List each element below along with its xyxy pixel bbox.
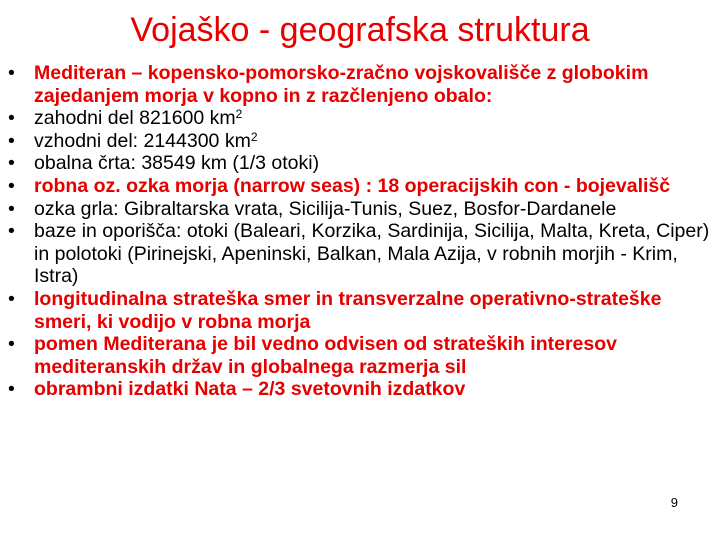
slide-title: Vojaško - geografska struktura: [130, 11, 590, 49]
bullet-dot-icon: •: [8, 152, 15, 175]
bullet-dot-icon: •: [8, 287, 15, 310]
bullet-text: ozka grla: Gibraltarska vrata, Sicilija-Tunis, Suez, Bosfor-Dardanele: [34, 197, 617, 220]
bullet-item: [8, 333, 716, 378]
bullet-item: [8, 152, 716, 175]
bullet-item: [8, 130, 716, 153]
bullet-text: robna oz. ozka morja (narrow seas) : 18 operacijskih con - bojevališč: [34, 174, 671, 197]
bullet-item: [8, 220, 716, 288]
bullet-text: obalna črta: 38549 km (1/3 otoki): [34, 152, 320, 175]
superscript: 2: [235, 107, 243, 122]
bullet-item: [8, 107, 716, 130]
bullet-item: [8, 62, 716, 107]
bullet-dot-icon: •: [8, 107, 15, 130]
bullet-list: [8, 62, 716, 401]
bullet-dot-icon: •: [8, 378, 15, 401]
bullet-dot-icon: •: [8, 220, 15, 243]
bullet-text: vzhodni del: 2144300 km: [34, 129, 251, 152]
bullet-dot-icon: •: [8, 174, 15, 197]
bullet-text: obrambni izdatki Nata – 2/3 svetovnih izdatkov: [34, 378, 466, 401]
bullet-text: baze in oporišča: otoki (Baleari, Korzika, Sardinija, Sicilija, Malta, Kreta, Ciper) in polotoki (Pirinejski, Apeninski, Balkan, Mala Azija, v robnih morjih - Krim, Istra): [34, 220, 710, 288]
bullet-dot-icon: •: [8, 333, 15, 356]
bullet-item: [8, 288, 716, 333]
bullet-text: longitudinalna strateška smer in transverzalne operativno-strateške smeri, ki vodijo v robna morja: [34, 287, 662, 333]
bullet-item: [8, 198, 716, 221]
bullet-dot-icon: •: [8, 62, 15, 84]
bullet-dot-icon: •: [8, 197, 15, 220]
bullet-text: zahodni del 821600 km: [34, 107, 236, 130]
bullet-item: [8, 378, 716, 401]
page-number: 9: [670, 495, 678, 510]
bullet-text: Mediteran – kopensko-pomorsko-zračno vojskovališče z globokim zajedanjem morja v kopno in z razčlenjeno obalo:: [34, 62, 649, 107]
bullet-item: [8, 175, 716, 198]
bullet-text: pomen Mediterana je bil vedno odvisen od strateških interesov mediteranskih držav in globalnega razmerja sil: [34, 333, 617, 378]
superscript: 2: [250, 129, 258, 144]
bullet-dot-icon: •: [8, 129, 15, 152]
